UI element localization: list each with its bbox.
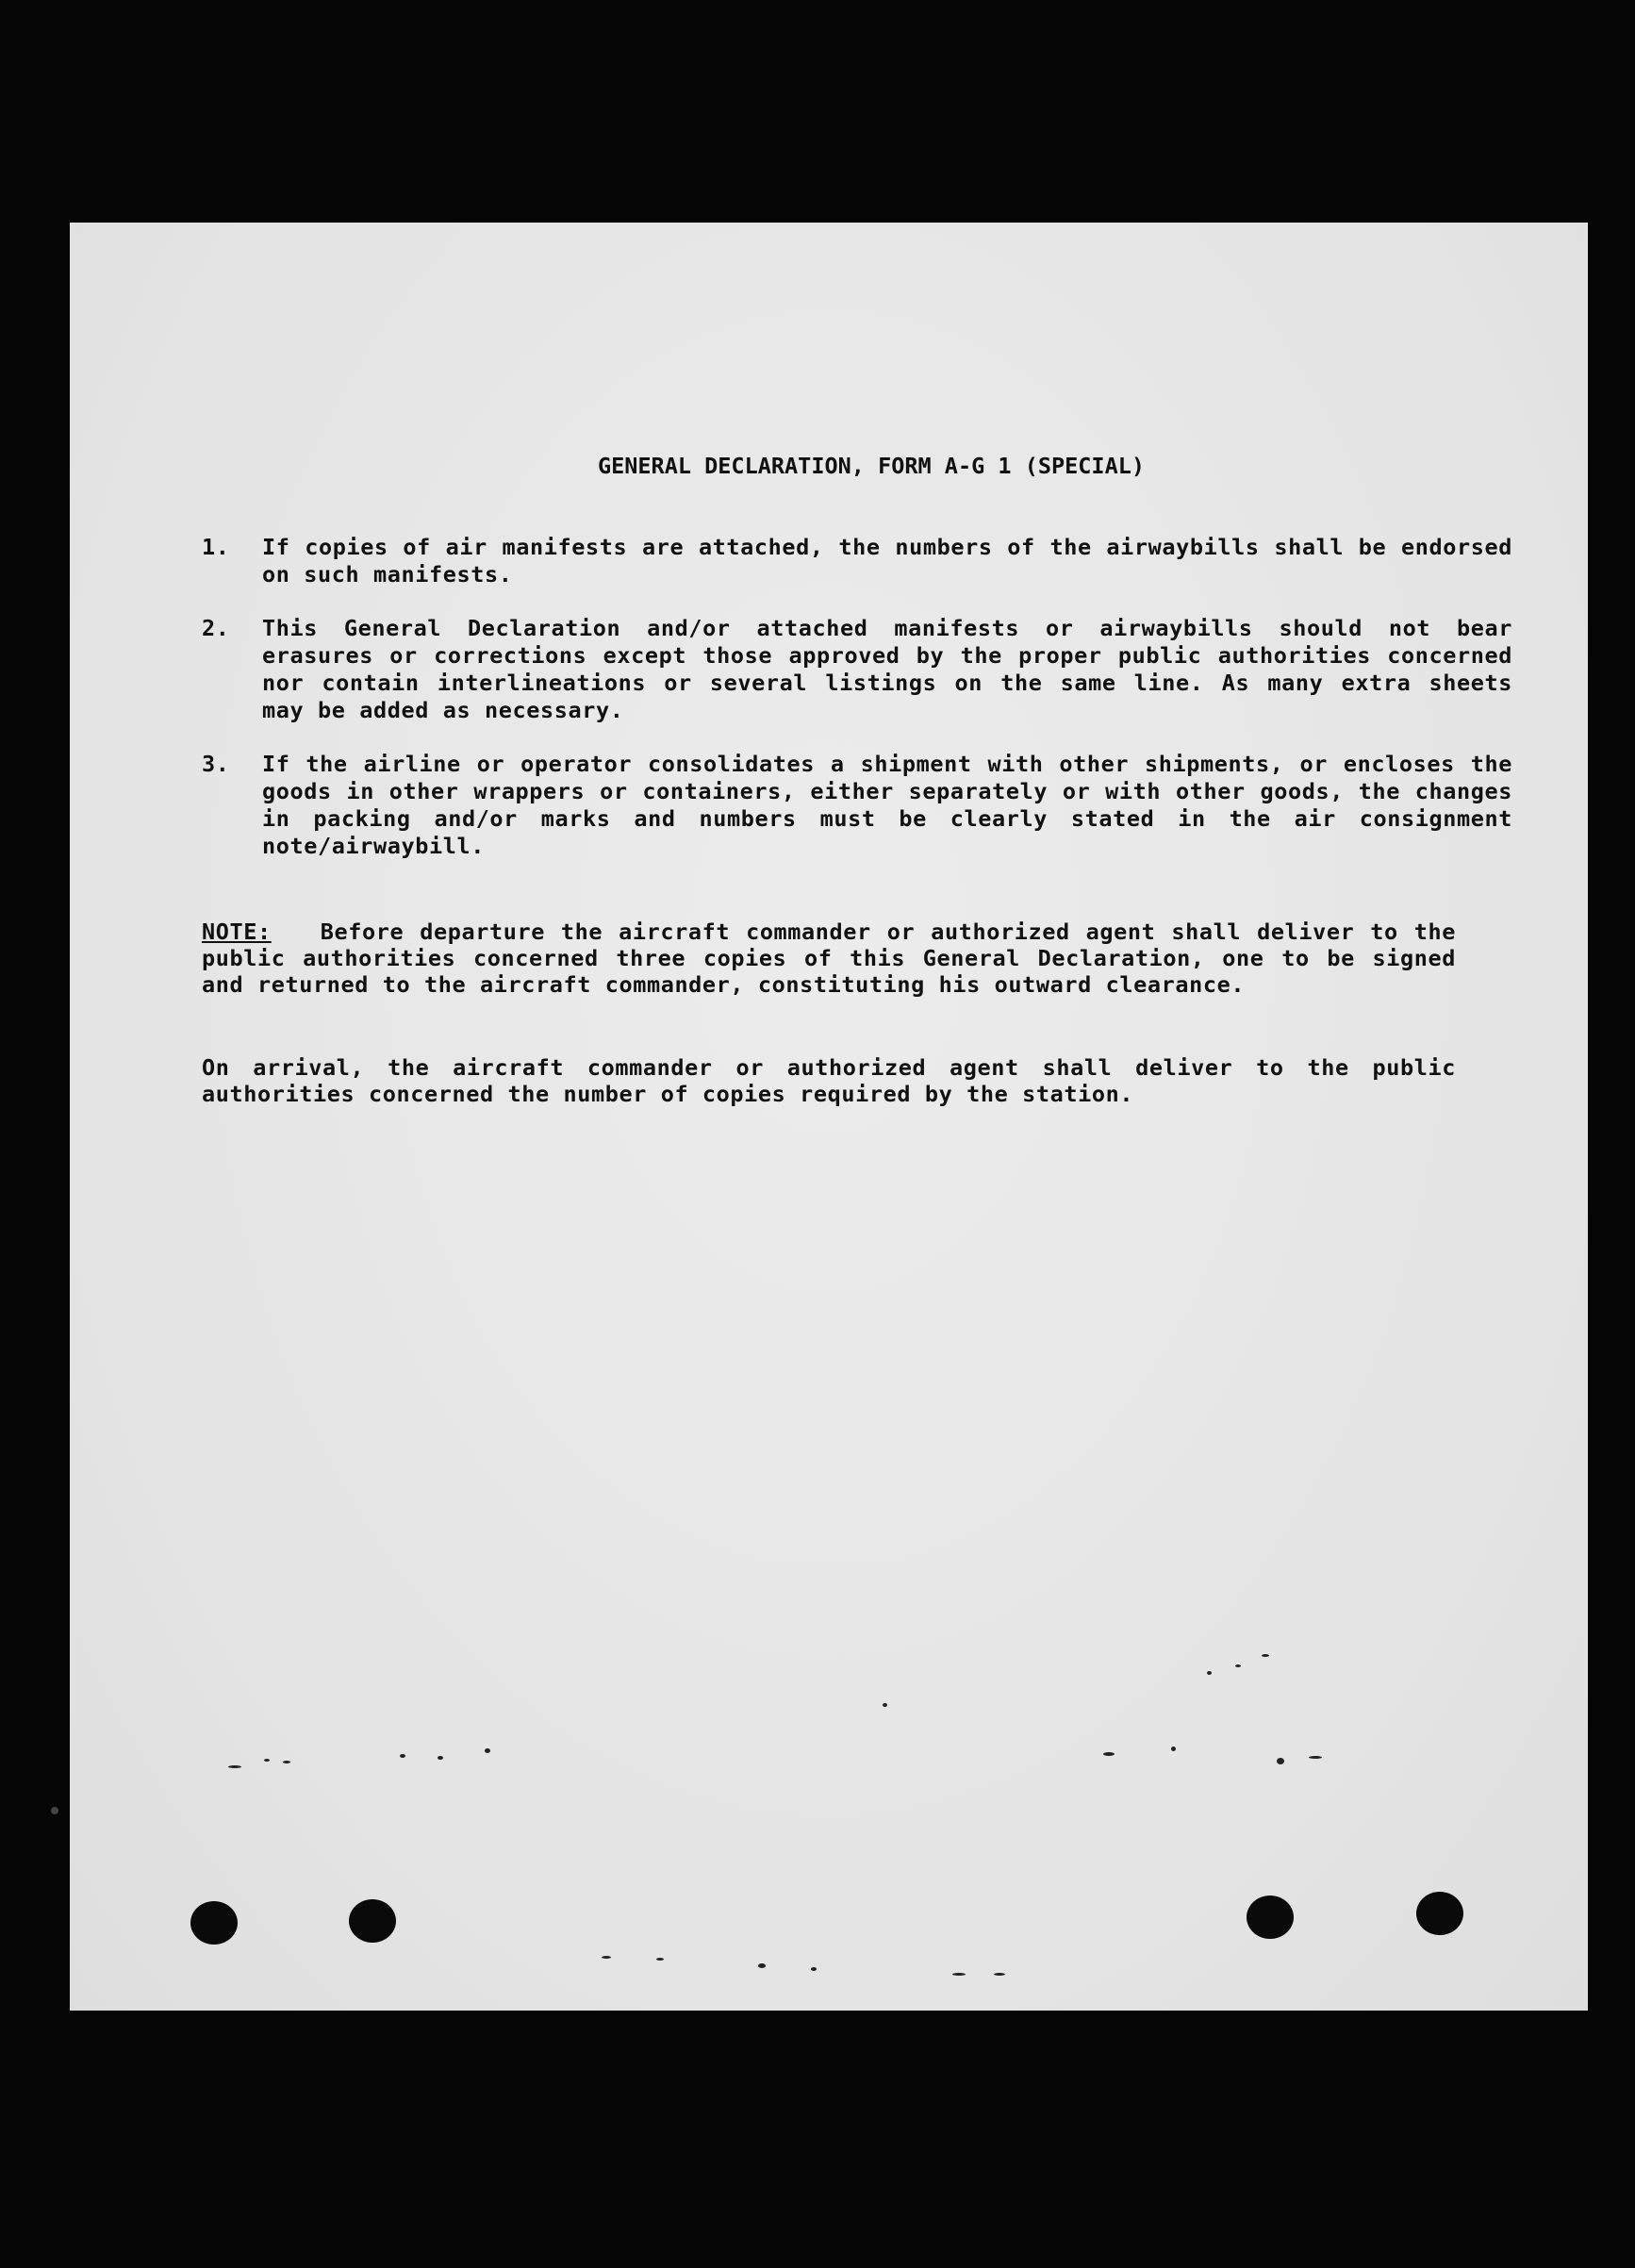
scan-speck bbox=[1207, 1671, 1212, 1675]
bleed-through-text bbox=[409, 292, 509, 316]
document-title: GENERAL DECLARATION, FORM A-G 1 (SPECIAL) bbox=[597, 453, 1146, 479]
item-number: 2. bbox=[202, 615, 230, 641]
item-number: 1. bbox=[202, 534, 230, 560]
note-paragraph bbox=[202, 919, 1456, 998]
arrival-paragraph: On arrival, the aircraft commander or authorized agent shall deliver to the public authorities concerned the number of copies required by the station. bbox=[202, 1054, 1456, 1107]
scan-speck bbox=[952, 1973, 966, 1976]
punch-hole bbox=[1247, 1896, 1294, 1939]
scan-speck bbox=[438, 1756, 443, 1760]
scan-speck bbox=[400, 1754, 405, 1758]
item-number: 3. bbox=[202, 751, 230, 777]
scan-speck bbox=[485, 1748, 490, 1753]
paper-sheet bbox=[70, 223, 1588, 2011]
scan-speck bbox=[758, 1963, 766, 1968]
scan-speck bbox=[1171, 1747, 1176, 1751]
scan-speck bbox=[1309, 1756, 1322, 1759]
scan-speck bbox=[1262, 1654, 1269, 1657]
scan-speck bbox=[1103, 1752, 1115, 1756]
scan-speck bbox=[656, 1958, 664, 1961]
scan-speck bbox=[51, 1807, 58, 1814]
item-text: If the airline or operator consolidates a shipment with other shipments, or encloses the goods in other wrappers or containers, either separately or with other goods, the changes in packing and/or marks and numbers must be clearly stated in the air consignment note/airwaybill. bbox=[262, 751, 1512, 859]
punch-hole bbox=[349, 1899, 396, 1943]
note-text: Before departure the aircraft commander or authorized agent shall deliver to the public authorities concerned three copies of this General Declaration, one to be signed and returned to the aircraft commander, constituting his outward clearance. bbox=[202, 919, 1456, 998]
scan-speck bbox=[283, 1761, 290, 1763]
scan-speck bbox=[1277, 1758, 1284, 1764]
punch-hole bbox=[1416, 1892, 1463, 1935]
punch-hole bbox=[190, 1901, 238, 1945]
scan-speck bbox=[1235, 1664, 1241, 1667]
scan-speck bbox=[994, 1973, 1005, 1976]
item-text: This General Declaration and/or attached manifests or airwaybills should not bear erasures or corrections except those approved by the proper public authorities concerned nor contain interlineations or several listings on the same line. As many extra sheets may be added as necessary. bbox=[262, 615, 1512, 723]
item-text: If copies of air manifests are attached, the numbers of the airwaybills shall be endorsed on such manifests. bbox=[262, 534, 1512, 588]
scan-speck bbox=[883, 1703, 887, 1707]
note-label: NOTE: bbox=[202, 919, 272, 945]
scan-speck bbox=[228, 1765, 241, 1768]
scan-speck bbox=[602, 1956, 611, 1959]
scan-speck bbox=[811, 1967, 817, 1971]
scan-speck bbox=[264, 1759, 270, 1762]
